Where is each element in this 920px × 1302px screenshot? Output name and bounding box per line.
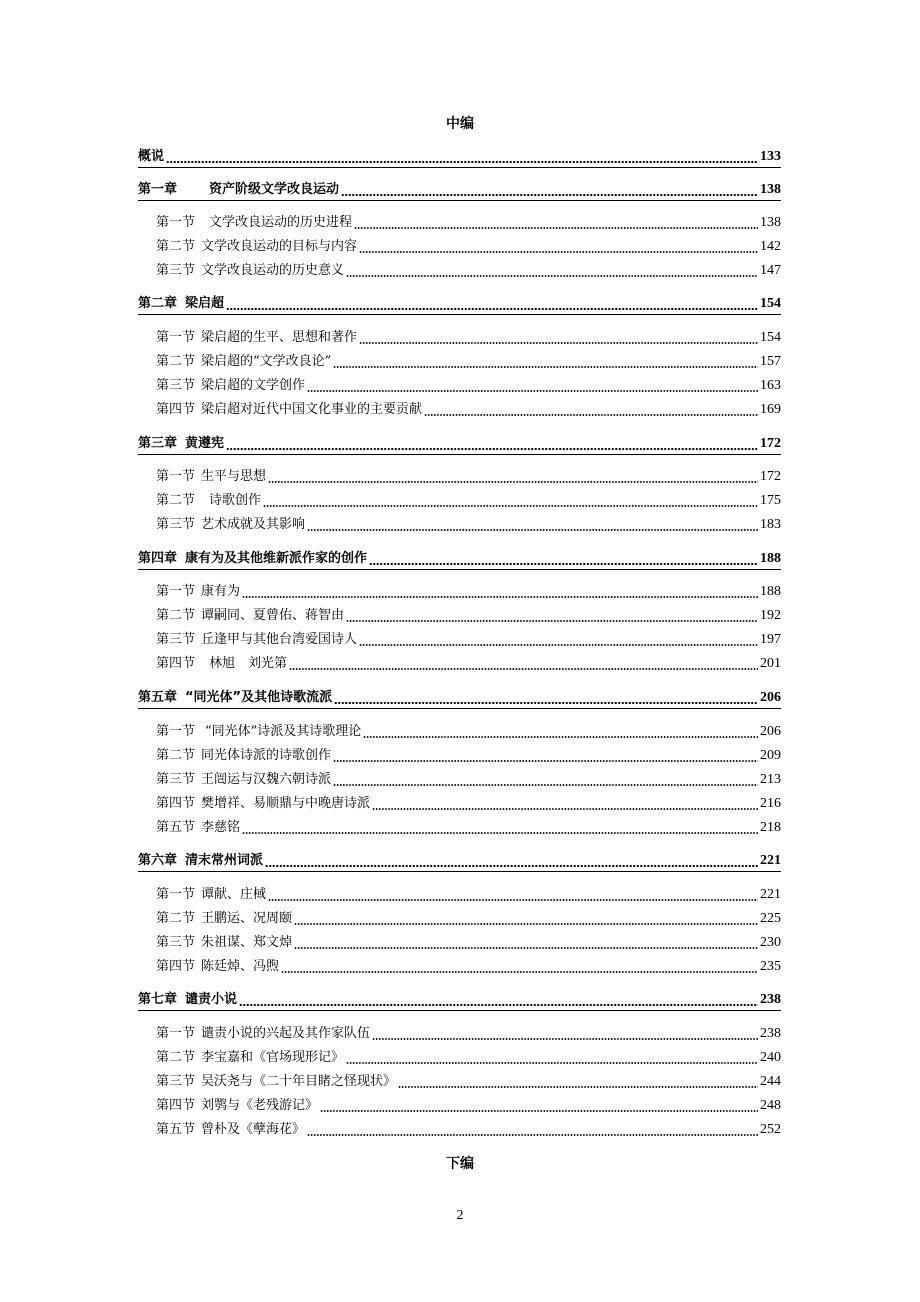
chapter-title: 谴责小说 xyxy=(185,992,238,1007)
toc-section[interactable] xyxy=(156,467,781,487)
section-number: 第一节 xyxy=(156,584,196,599)
section-page: 230 xyxy=(760,935,781,950)
section-number: 第二节 xyxy=(156,911,196,926)
section-title: 朱祖谋、郑文焯 xyxy=(201,935,293,950)
dot-leader xyxy=(289,668,758,670)
chapter-title: 资产阶级文学改良运动 xyxy=(209,182,340,197)
section-title: 文学改良运动的目标与内容 xyxy=(201,239,358,254)
toc-section[interactable] xyxy=(156,400,781,420)
toc-section[interactable] xyxy=(156,213,781,233)
section-page: 240 xyxy=(760,1050,781,1065)
section-page: 138 xyxy=(760,215,781,230)
chapter-page: 138 xyxy=(760,182,781,197)
section-page: 188 xyxy=(760,584,781,599)
section-number: 第四节 xyxy=(156,1098,196,1113)
dot-leader xyxy=(372,808,758,810)
section-page: 213 xyxy=(760,772,781,787)
section-title: “同光体”诗派及其诗歌理论 xyxy=(205,724,362,739)
section-title: 樊增祥、易顺鼎与中晚唐诗派 xyxy=(201,796,371,811)
dot-leader xyxy=(239,1004,758,1006)
toc-overview-label: 概说 xyxy=(138,149,165,164)
chapter-number: 第七章 xyxy=(138,992,178,1007)
dot-leader xyxy=(346,275,758,277)
chapter-page: 206 xyxy=(760,690,781,705)
section-number: 第三节 xyxy=(156,632,196,647)
toc-section[interactable] xyxy=(156,654,781,674)
section-number: 第一节 xyxy=(156,215,196,230)
toc-section[interactable] xyxy=(156,1072,781,1092)
chapter-title: 黄遵宪 xyxy=(185,436,225,451)
dot-leader xyxy=(320,1110,758,1112)
section-number: 第一节 xyxy=(156,469,196,484)
chapter-number: 第四章 xyxy=(138,551,178,566)
toc-overview-page: 133 xyxy=(760,149,781,164)
toc-section[interactable] xyxy=(156,770,781,790)
section-page: 147 xyxy=(760,263,781,278)
dot-leader xyxy=(333,760,758,762)
section-title: 梁启超的“文学改良论” xyxy=(201,354,332,369)
heading-middle-part: 中编 xyxy=(446,116,474,132)
section-page: 218 xyxy=(760,820,781,835)
dot-leader xyxy=(268,481,758,483)
toc-section[interactable] xyxy=(156,237,781,257)
section-number: 第三节 xyxy=(156,1074,196,1089)
toc-section[interactable] xyxy=(156,933,781,953)
dot-leader xyxy=(359,644,758,646)
toc-section[interactable] xyxy=(156,794,781,814)
chapter-number: 第三章 xyxy=(138,436,178,451)
section-page: 157 xyxy=(760,354,781,369)
section-number: 第五节 xyxy=(156,1122,196,1137)
section-title: 同光体诗派的诗歌创作 xyxy=(201,748,332,763)
toc-section[interactable] xyxy=(156,746,781,766)
toc-section[interactable] xyxy=(156,909,781,929)
toc-section[interactable] xyxy=(156,491,781,511)
section-number: 第一节 xyxy=(156,724,196,739)
toc-section[interactable] xyxy=(156,885,781,905)
section-title: 吴沃尧与《二十年目睹之怪现状》 xyxy=(201,1074,397,1089)
section-page: 197 xyxy=(760,632,781,647)
toc-section[interactable] xyxy=(156,261,781,281)
section-number: 第四节 xyxy=(156,656,196,671)
dot-leader xyxy=(334,702,758,704)
section-number: 第一节 xyxy=(156,1026,196,1041)
section-page: 154 xyxy=(760,330,781,345)
section-title: 康有为 xyxy=(201,584,241,599)
section-number: 第二节 xyxy=(156,1050,196,1065)
section-title: 谴责小说的兴起及其作家队伍 xyxy=(201,1026,371,1041)
section-page: 142 xyxy=(760,239,781,254)
section-number: 第一节 xyxy=(156,887,196,902)
dot-leader xyxy=(307,390,758,392)
dot-leader xyxy=(265,865,758,867)
section-page: 248 xyxy=(760,1098,781,1113)
section-number: 第二节 xyxy=(156,608,196,623)
section-page: 225 xyxy=(760,911,781,926)
toc-chapter[interactable] xyxy=(138,990,781,1011)
section-page: 175 xyxy=(760,493,781,508)
section-page: 216 xyxy=(760,796,781,811)
toc-chapter[interactable] xyxy=(138,851,781,872)
dot-leader xyxy=(307,1134,758,1136)
section-title: 李宝嘉和《官场现形记》 xyxy=(201,1050,345,1065)
dot-leader xyxy=(359,251,758,253)
chapter-number: 第六章 xyxy=(138,853,178,868)
section-page: 183 xyxy=(760,517,781,532)
dot-leader xyxy=(359,342,758,344)
section-number: 第三节 xyxy=(156,517,196,532)
toc-section[interactable] xyxy=(156,1096,781,1116)
section-number: 第四节 xyxy=(156,796,196,811)
section-number: 第二节 xyxy=(156,354,196,369)
chapter-page: 172 xyxy=(760,436,781,451)
section-number: 第二节 xyxy=(156,748,196,763)
section-title: 谭献、庄棫 xyxy=(201,887,267,902)
section-page: 163 xyxy=(760,378,781,393)
dot-leader xyxy=(424,414,758,416)
section-number: 第一节 xyxy=(156,330,196,345)
chapter-page: 154 xyxy=(760,296,781,311)
dot-leader xyxy=(166,161,758,163)
chapter-page: 238 xyxy=(760,992,781,1007)
chapter-number: 第一章 xyxy=(138,182,178,197)
chapter-page: 188 xyxy=(760,551,781,566)
dot-leader xyxy=(341,194,758,196)
section-number: 第四节 xyxy=(156,959,196,974)
dot-leader xyxy=(242,832,758,834)
toc-chapter[interactable] xyxy=(138,180,781,201)
dot-leader xyxy=(346,1062,758,1064)
toc-chapter[interactable] xyxy=(138,688,781,709)
dot-leader xyxy=(226,448,758,450)
section-title: 刘鹗与《老残游记》 xyxy=(201,1098,319,1113)
toc-section[interactable] xyxy=(156,1024,781,1044)
section-title: 梁启超的文学创作 xyxy=(201,378,306,393)
section-number: 第二节 xyxy=(156,493,196,508)
dot-leader xyxy=(226,308,758,310)
section-title: 文学改良运动的历史意义 xyxy=(201,263,345,278)
dot-leader xyxy=(398,1086,758,1088)
section-number: 第四节 xyxy=(156,402,196,417)
dot-leader xyxy=(242,596,758,598)
section-page: 169 xyxy=(760,402,781,417)
section-number: 第三节 xyxy=(156,772,196,787)
section-title: 生平与思想 xyxy=(201,469,267,484)
section-title: 梁启超对近代中国文化事业的主要贡献 xyxy=(201,402,423,417)
dot-leader xyxy=(363,736,758,738)
dot-leader xyxy=(354,227,758,229)
section-page: 221 xyxy=(760,887,781,902)
toc-section[interactable] xyxy=(156,1120,781,1140)
chapter-title: “同光体”及其他诗歌流派 xyxy=(185,690,333,705)
dot-leader xyxy=(263,505,758,507)
toc-section[interactable] xyxy=(156,722,781,742)
toc-section[interactable] xyxy=(156,328,781,348)
section-title: 谭嗣同、夏曾佑、蒋智由 xyxy=(201,608,345,623)
toc-section[interactable] xyxy=(156,630,781,650)
section-number: 第三节 xyxy=(156,263,196,278)
dot-leader xyxy=(294,923,758,925)
toc-overview[interactable] xyxy=(138,147,781,168)
toc-section[interactable] xyxy=(156,1048,781,1068)
chapter-number: 第二章 xyxy=(138,296,178,311)
dot-leader xyxy=(333,366,758,368)
toc-chapter[interactable] xyxy=(138,434,781,455)
chapter-title: 康有为及其他维新派作家的创作 xyxy=(185,551,368,566)
toc-section[interactable] xyxy=(156,818,781,838)
section-title: 丘逢甲与其他台湾爱国诗人 xyxy=(201,632,358,647)
toc-section[interactable] xyxy=(156,582,781,602)
dot-leader xyxy=(372,1038,758,1040)
dot-leader xyxy=(346,620,758,622)
toc-section[interactable] xyxy=(156,352,781,372)
toc-chapter[interactable] xyxy=(138,549,781,570)
section-title: 艺术成就及其影响 xyxy=(201,517,306,532)
section-title: 王鹏运、况周颐 xyxy=(201,911,293,926)
section-title: 陈廷焯、冯煦 xyxy=(201,959,280,974)
section-page: 206 xyxy=(760,724,781,739)
dot-leader xyxy=(281,971,758,973)
section-title: 诗歌创作 xyxy=(209,493,262,508)
dot-leader xyxy=(333,784,758,786)
toc-section[interactable] xyxy=(156,376,781,396)
section-number: 第三节 xyxy=(156,935,196,950)
section-page: 172 xyxy=(760,469,781,484)
section-page: 238 xyxy=(760,1026,781,1041)
section-page: 201 xyxy=(760,656,781,671)
section-number: 第五节 xyxy=(156,820,196,835)
section-title: 曾朴及《孽海花》 xyxy=(201,1122,306,1137)
section-number: 第三节 xyxy=(156,378,196,393)
chapter-page: 221 xyxy=(760,853,781,868)
toc-chapter[interactable] xyxy=(138,294,781,315)
chapter-number: 第五章 xyxy=(138,690,178,705)
chapter-title: 清末常州词派 xyxy=(185,853,264,868)
section-title: 文学改良运动的历史进程 xyxy=(209,215,353,230)
toc-section[interactable] xyxy=(156,515,781,535)
section-number: 第二节 xyxy=(156,239,196,254)
chapter-title: 梁启超 xyxy=(185,296,225,311)
dot-leader xyxy=(294,947,758,949)
section-title: 林旭 刘光第 xyxy=(209,656,288,671)
section-page: 252 xyxy=(760,1122,781,1137)
dot-leader xyxy=(268,899,758,901)
section-page: 209 xyxy=(760,748,781,763)
toc-section[interactable] xyxy=(156,957,781,977)
dot-leader xyxy=(307,529,758,531)
section-page: 244 xyxy=(760,1074,781,1089)
dot-leader xyxy=(369,563,758,565)
page-number: 2 xyxy=(456,1208,464,1223)
section-page: 235 xyxy=(760,959,781,974)
section-title: 王闿运与汉魏六朝诗派 xyxy=(201,772,332,787)
section-page: 192 xyxy=(760,608,781,623)
toc-section[interactable] xyxy=(156,606,781,626)
section-title: 梁启超的生平、思想和著作 xyxy=(201,330,358,345)
heading-lower-part: 下编 xyxy=(446,1156,474,1172)
section-title: 李慈铭 xyxy=(201,820,241,835)
